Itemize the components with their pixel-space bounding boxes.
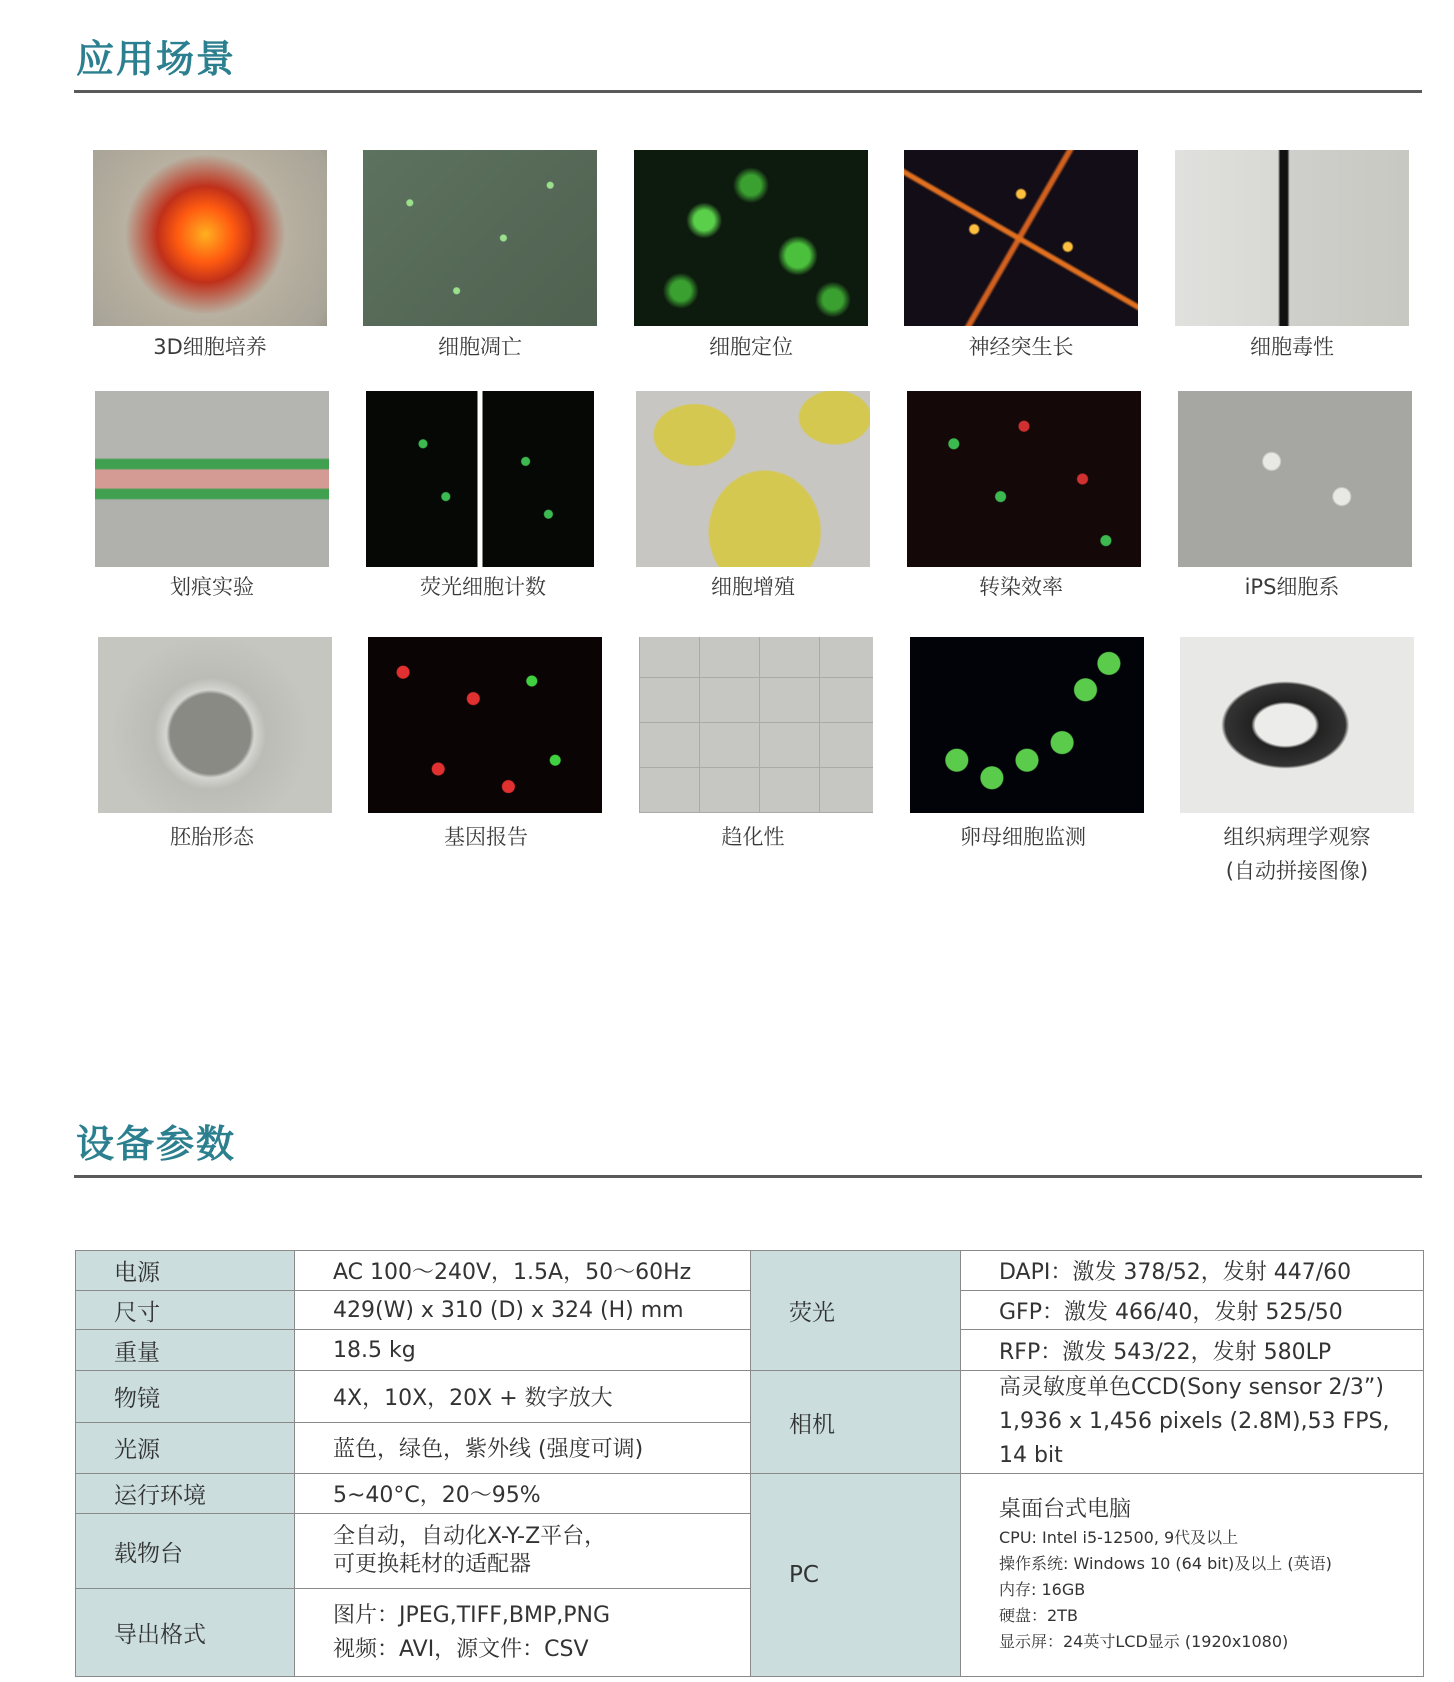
spec-value-size: 429(W) x 310 (D) x 324 (H) mm [295, 1291, 751, 1330]
spec-pc-title: 桌面台式电脑 [999, 1497, 1132, 1522]
spec-key-fluorescence: 荧光 [751, 1251, 961, 1371]
caption-fluorescent-cell-counting: 荧光细胞计数 [420, 575, 546, 599]
spec-table [75, 1250, 1424, 1677]
img-3d-culture [93, 150, 327, 326]
img-embryo-morphology [98, 637, 332, 813]
spec-value-env: 5~40°C，20～95% [295, 1474, 751, 1514]
caption-cytotoxicity: 细胞毒性 [1250, 335, 1334, 359]
img-cytotoxicity [1175, 150, 1409, 326]
spec-key-camera: 相机 [751, 1371, 961, 1474]
caption-embryo-morphology: 胚胎形态 [170, 825, 254, 849]
spec-key-objective: 物镜 [76, 1371, 295, 1423]
applications-divider [74, 90, 1422, 93]
caption-neurite-outgrowth: 神经突生长 [968, 335, 1074, 359]
spec-value-stage [295, 1514, 751, 1589]
specs-divider [74, 1175, 1422, 1178]
caption-3d-culture: 3D细胞培养 [153, 335, 267, 359]
img-chemotaxis [639, 637, 873, 813]
img-histopathology [1180, 637, 1414, 813]
spec-value-light: 蓝色，绿色，紫外线 (强度可调) [295, 1422, 751, 1474]
img-fluorescent-cell-counting [366, 391, 594, 567]
img-gene-reporter [368, 637, 602, 813]
spec-pc-display: 显示屏：24英寸LCD显示 (1920x1080) [999, 1632, 1289, 1651]
spec-pc-os: 操作系统: Windows 10 (64 bit)及以上 (英语) [999, 1554, 1332, 1573]
caption-transfection-efficiency: 转染效率 [979, 575, 1063, 599]
spec-key-power: 电源 [76, 1251, 295, 1291]
spec-value-export-line2: 视频：AVI，源文件：CSV [333, 1636, 589, 1662]
img-scratch-assay [95, 391, 329, 567]
img-transfection-efficiency [907, 391, 1141, 567]
applications-title: 应用场景 [76, 37, 237, 81]
spec-value-dapi: DAPI：激发 378/52，发射 447/60 [961, 1251, 1424, 1291]
spec-value-rfp: RFP：激发 543/22，发射 580LP [961, 1330, 1424, 1371]
spec-key-stage: 载物台 [76, 1514, 295, 1589]
spec-value-camera-line2: 1,936 x 1,456 pixels (2.8M),53 FPS, 14 bit [999, 1409, 1390, 1468]
spec-value-pc [961, 1474, 1424, 1677]
spec-key-size: 尺寸 [76, 1291, 295, 1330]
spec-key-weight: 重量 [76, 1330, 295, 1371]
spec-key-light: 光源 [76, 1422, 295, 1474]
specs-title: 设备参数 [76, 1122, 237, 1166]
spec-value-camera-line1: 高灵敏度单色CCD(Sony sensor 2/3”) [999, 1375, 1384, 1400]
spec-value-export-line1: 图片：JPEG,TIFF,BMP,PNG [333, 1602, 611, 1628]
caption-cell-proliferation: 细胞增殖 [711, 575, 795, 599]
img-cell-proliferation [636, 391, 870, 567]
spec-pc-cpu: CPU: Intel i5-12500, 9代及以上 [999, 1528, 1239, 1547]
spec-value-camera [961, 1371, 1424, 1474]
caption-ips-cell-line: iPS细胞系 [1244, 575, 1340, 599]
spec-pc-ram: 内存: 16GB [999, 1580, 1086, 1599]
caption-apoptosis: 细胞凋亡 [438, 335, 522, 359]
spec-value-export [295, 1589, 751, 1677]
img-cell-localization [634, 150, 868, 326]
img-ips-cell-line [1178, 391, 1412, 567]
spec-value-gfp: GFP：激发 466/40，发射 525/50 [961, 1291, 1424, 1330]
spec-value-objective: 4X，10X，20X + 数字放大 [295, 1371, 751, 1423]
spec-key-pc: PC [751, 1474, 961, 1677]
spec-value-power: AC 100～240V，1.5A，50～60Hz [295, 1251, 751, 1291]
caption-scratch-assay: 划痕实验 [170, 575, 254, 599]
caption-histopathology-sub: (自动拼接图像) [1225, 859, 1369, 883]
caption-cell-localization: 细胞定位 [709, 335, 793, 359]
img-apoptosis [363, 150, 597, 326]
caption-gene-reporter: 基因报告 [444, 825, 528, 849]
img-oocyte-monitoring [910, 637, 1144, 813]
caption-oocyte-monitoring: 卵母细胞监测 [960, 825, 1086, 849]
caption-histopathology: 组织病理学观察 [1223, 825, 1371, 849]
spec-value-weight: 18.5 kg [295, 1330, 751, 1371]
caption-chemotaxis: 趋化性 [721, 825, 785, 849]
spec-value-stage-line2: 可更换耗材的适配器 [333, 1552, 532, 1577]
spec-key-export: 导出格式 [76, 1589, 295, 1677]
spec-key-env: 运行环境 [76, 1474, 295, 1514]
img-neurite-outgrowth [904, 150, 1138, 326]
spec-pc-disk: 硬盘：2TB [999, 1606, 1078, 1625]
spec-value-stage-line1: 全自动，自动化X-Y-Z平台， [333, 1524, 607, 1549]
